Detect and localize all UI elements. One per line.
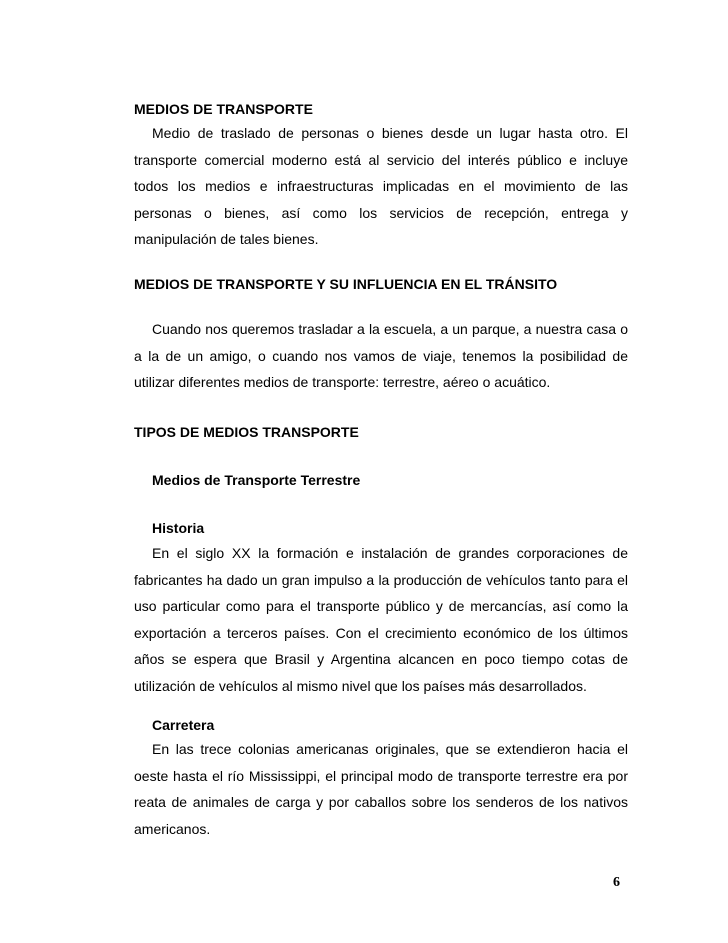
- section-heading-influencia-transito: MEDIOS DE TRANSPORTE Y SU INFLUENCIA EN EL TRÁNSITO: [134, 276, 558, 292]
- paragraph-influencia-transito: Cuando nos queremos trasladar a la escuela, a un parque, a nuestra casa o a la de un amigo, o cuando nos vamos de viaje, tenemos la posibilidad de utilizar diferentes medios de transporte: terrestre, aéreo o acuático.: [134, 321, 628, 390]
- page-number: 6: [613, 875, 620, 890]
- section-heading-medios-de-transporte: MEDIOS DE TRANSPORTE: [134, 101, 313, 117]
- paragraph-medios-de-transporte: Medio de traslado de personas o bienes desde un lugar hasta otro. El transporte comercial moderno está al servicio del interés público e incluye todos los medios e infraestructuras implicadas en el movimiento de las personas o bienes, así como los servicios de recepción, entrega y manipulación de tales bienes.: [134, 125, 628, 247]
- subheading-transporte-terrestre: Medios de Transporte Terrestre: [152, 472, 361, 488]
- paragraph-carretera: En las trece colonias americanas originales, que se extendieron hacia el oeste hasta el río Mississippi, el principal modo de transporte terrestre era por reata de animales de carga y por caballos sobre los senderos de los nativos americanos.: [134, 741, 628, 837]
- section-heading-tipos-medios: TIPOS DE MEDIOS TRANSPORTE: [134, 424, 359, 440]
- subheading-carretera: Carretera: [152, 717, 215, 733]
- subheading-historia: Historia: [152, 520, 205, 536]
- paragraph-historia: En el siglo XX la formación e instalación de grandes corporaciones de fabricantes ha dado un gran impulso a la producción de vehículos tanto para el uso particular como para el transporte público y de mercancías, así como la exportación a terceros países. Con el crecimiento económico de los últimos años se espera que Brasil y Argentina alcancen en poco tiempo cotas de utilización de vehículos al mismo nivel que los países más desarrollados.: [134, 545, 628, 694]
